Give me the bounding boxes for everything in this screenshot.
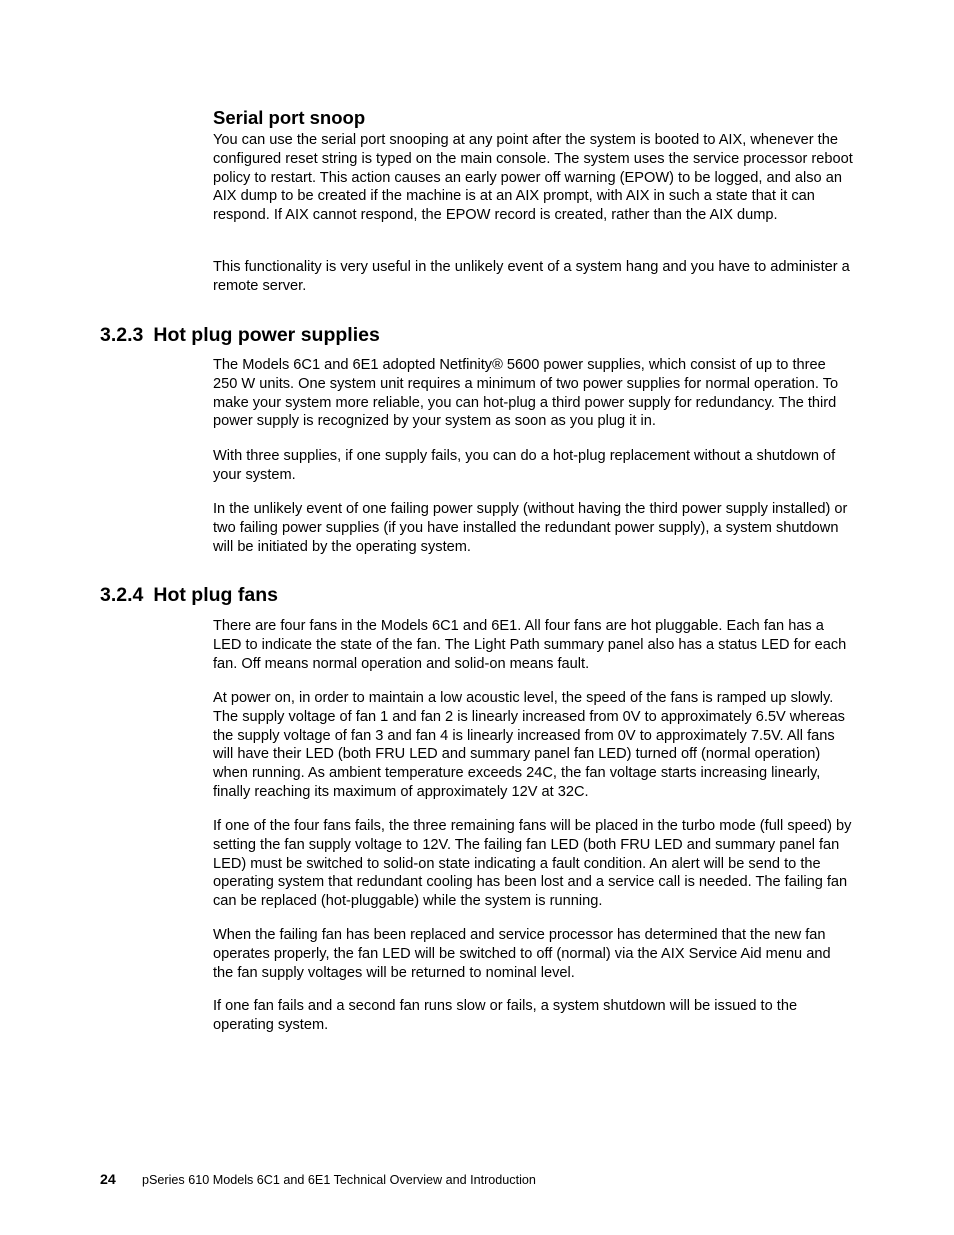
paragraph-fans-1: There are four fans in the Models 6C1 and 6E1. All four fans are hot pluggable. Each fan has a LED to indicate the state of the fan. The Light Path summary panel also has a status LED for each fan. Off means normal operation and solid-on means fault. [213, 618, 847, 672]
heading-serial-port-snoop: Serial port snoop [213, 107, 366, 128]
page-footer [100, 1171, 536, 1189]
paragraph-fans-3: If one of the four fans fails, the three remaining fans will be placed in the turbo mode (full speed) by setting the fan supply voltage to 12V. The failing fan LED (both FRU LED and summary panel fan LED) must be switched to solid-on state indicating a fault condition. An alert will be send to the operating system that redundant cooling has been lost and a service call is needed. The failing fan can be replaced (hot-pluggable) while the system is running. [213, 818, 852, 910]
paragraph-serial-snoop-2: This functionality is very useful in the unlikely event of a system hang and you have to administer a remote server. [213, 259, 850, 294]
paragraph-power-supplies-3: In the unlikely event of one failing power supply (without having the third power supply installed) or two failing power supplies (if you have installed the redundant power supply), a system shutdown will be initiated by the operating system. [213, 501, 848, 555]
page-number: 24 [100, 1172, 116, 1188]
paragraph-serial-snoop-1: You can use the serial port snooping at any point after the system is booted to AIX, whenever the configured reset string is typed on the main console. The system uses the service processor reboot policy to restart. This action causes an early power off warning (EPOW) to be logged, and also an AIX dump to be created if the machine is at an AIX prompt, with AIX in such a state that it can respond. If AIX cannot respond, the EPOW record is created, rather than the AIX dump. [213, 132, 853, 224]
section-number: 3.2.3 [100, 324, 144, 346]
paragraph-fans-4: When the failing fan has been replaced and service processor has determined that the new fan operates properly, the fan LED will be switched to off (normal) via the AIX Service Aid menu and the fan supply voltages will be returned to nominal level. [213, 927, 831, 981]
heading-section-3-2-4 [100, 583, 278, 607]
paragraph-fans-5: If one fan fails and a second fan runs slow or fails, a system shutdown will be issued to the operating system. [213, 998, 798, 1033]
section-title: Hot plug power supplies [153, 324, 380, 346]
paragraph-fans-2: At power on, in order to maintain a low acoustic level, the speed of the fans is ramped up slowly. The supply voltage of fan 1 and fan 2 is linearly increased from 0V to approximately 6.5V whereas the supply voltage of fan 3 and fan 4 is linearly increased from 0V to approximately 7.5V. All fans will have their LED (both FRU LED and summary panel fan LED) turned off (normal operation) when running. As ambient temperature exceeds 24C, the fan voltage starts increasing linearly, finally reaching its maximum of approximately 12V at 32C. [213, 690, 845, 800]
heading-section-3-2-3 [100, 323, 380, 347]
paragraph-power-supplies-2: With three supplies, if one supply fails, you can do a hot-plug replacement without a shutdown of your system. [213, 448, 836, 483]
section-number: 3.2.4 [100, 584, 144, 606]
section-title: Hot plug fans [153, 584, 278, 606]
footer-title: pSeries 610 Models 6C1 and 6E1 Technical Overview and Introduction [142, 1173, 536, 1187]
paragraph-power-supplies-1: The Models 6C1 and 6E1 adopted Netfinity® 5600 power supplies, which consist of up to three 250 W units. One system unit requires a minimum of two power supplies for normal operation. To make your system more reliable, you can hot-plug a third power supply for redundancy. The third power supply is recognized by your system as soon as you plug it in. [213, 357, 839, 430]
